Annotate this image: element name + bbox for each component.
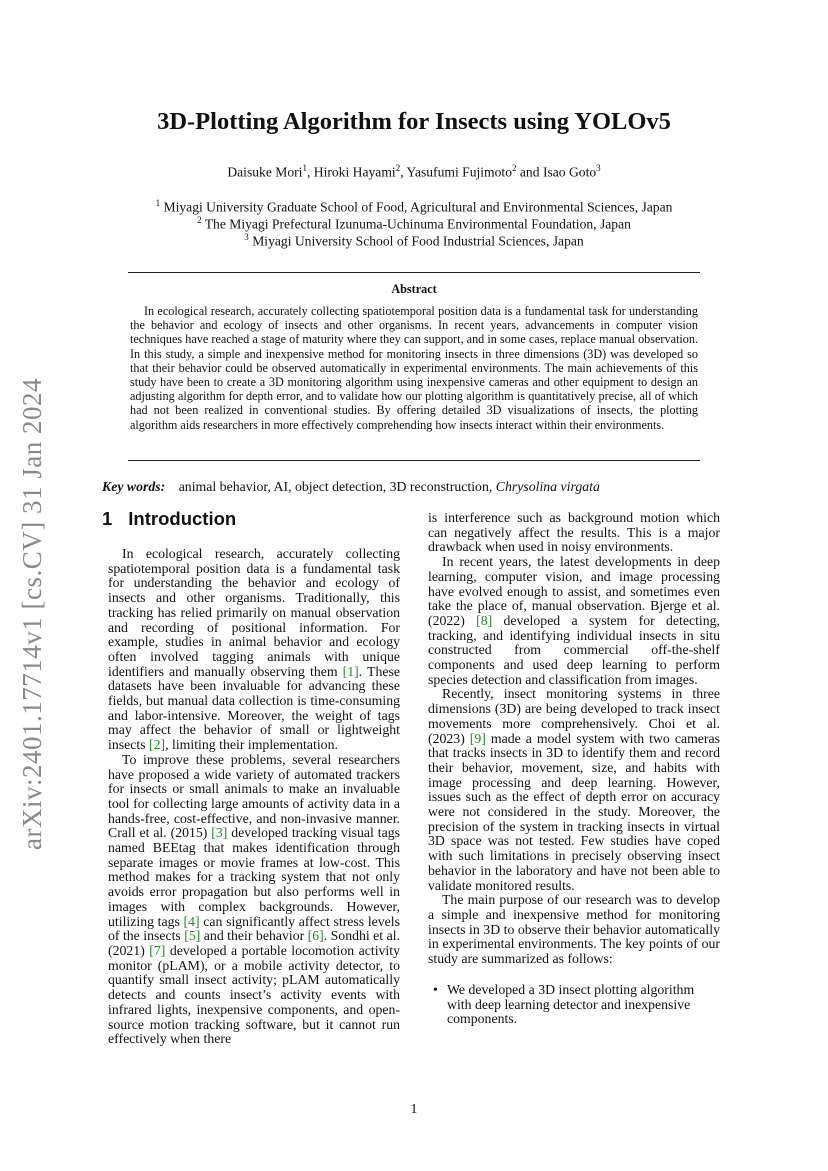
arxiv-identifier-stamp: arXiv:2401.17714v1 [cs.CV] 31 Jan 2024 [17,378,47,850]
author-name: Daisuke Mori [227,164,303,180]
affiliation-marker: 3 [596,163,601,173]
citation-link[interactable]: [1] [342,663,359,679]
affiliation-3 [0,232,828,250]
affiliation-text: The Miyagi Prefectural Izunuma-Uchinuma Environmental Foundation, Japan [204,216,631,232]
affiliation-number: 3 [244,232,249,242]
author-name: Yasufumi Fujimoto [406,164,512,180]
citation-link[interactable]: [8] [476,612,493,628]
keywords-label: Key words: [102,479,166,494]
affiliation-text: Miyagi University School of Food Industrial Sciences, Japan [252,233,584,249]
paragraph: In ecological research, accurately collecting spatiotemporal position data is a fundamental task for understanding the behavior and ecology of insects and other organisms. Traditionally, this tracking has relied primarily on manual observation and recording of positional information. For example, studies in animal behavior and ecology often involved tagging animals with unique identifiers and manually observing them [1]. These datasets have been invaluable for advancing these fields, but manual data collection is time-consuming and labor-intensive. Moreover, the weight of tags may affect the behavior of small or lightweight insects [2], limiting their implementation. [108,546,401,753]
paragraph: Recently, insect monitoring systems in three dimensions (3D) are being developed to track insect movements more comprehensively. Choi et al. (2023) [9] made a model system with two cameras that tracks insects in 3D to identify them and record their behavior, movement, size, and habits with image processing and deep learning. However, issues such as the effect of depth error on accuracy were not considered in the study. Moreover, the precision of the system in tracking insects in virtual 3D space was not tested. Few studies have coped with such limitations in precisely observing insect behavior in the laboratory and have not been able to validate monitored results. [428,686,721,893]
affiliation-text: Miyagi University Graduate School of Food, Agricultural and Environmental Sciences, Japan [163,199,673,215]
right-column [428,511,720,1027]
citation-link[interactable]: [6] [307,928,324,944]
paper-title: 3D-Plotting Algorithm for Insects using YOLOv5 [157,108,671,135]
paragraph: To improve these problems, several researchers have proposed a wide variety of automated trackers for insects or small animals to make an invaluable tool for collecting large amounts of activity data in a hands-free, cost-effective, and non-invasive manner. Crall et al. (2015) [3] developed tracking visual tags named BEEtag that makes identification through separate images or movie frames at low-cost. This method makes for a tracking system that not only avoids error propagation but also performs well in images with complex backgrounds. However, utilizing tags [4] can significantly affect stress levels of the insects [5] and their behavior [6]. Sondhi et al. (2021) [7] developed a portable locomotion activity monitor (pLAM), or a mobile activity detector, to quantify small insect activity; pLAM automatically detects and counts insect’s activity events with infrared lights, inexpensive components, and open-source motion tracking software, but it cannot run effectively when there [108,751,400,1047]
left-column [108,547,400,1047]
citation-link[interactable]: [4] [183,913,200,929]
page-number: 1 [410,1101,418,1116]
author-name: Isao Goto [542,164,597,180]
author-list: Daisuke Mori$^1$, Hiroki Hayami$^2$, Yasufumi Fujimoto$^2$ and Isao Goto$^3$ [227,163,601,180]
affiliation-2 [0,215,828,233]
contribution-list [428,983,720,1027]
paragraph: The main purpose of our research was to develop a simple and inexpensive method for monitoring insects in 3D to observe their behavior automatically in experimental environments. The key points of our study are summarized as follows: [428,892,720,967]
section-title: Introduction [128,508,237,529]
abstract-body: In ecological research, accurately collecting spatiotemporal position data is a fundamental task for understanding the behavior and ecology of insects and other organisms. In recent years, advancements in computer vision techniques have reached a stage of maturity where they can support, and in some cases, replace manual observation. In this study, a simple and inexpensive method for monitoring insects in three dimensions (3D) was developed so that their behavior could be observed automatically in experimental environments. The main achievements of this study have been to create a 3D monitoring algorithm using inexpensive cameras and other equipment to design an adjusting algorithm for depth error, and to validate how our plotting algorithm is quantitatively precise, all of which had not been realized in conventional studies. By offering detailed 3D visualizations of insects, the plotting algorithm aids researchers in more effectively comprehending how insects interact within their environments. [130,304,698,432]
abstract-top-rule [128,272,700,273]
citation-link[interactable]: [3] [211,825,228,841]
author-name: Hiroki Hayami [313,164,396,180]
list-item: • We developed a 3D insect plotting algorithm with deep learning detector and inexpensive components. [447,983,720,1027]
citation-link[interactable]: [7] [149,942,166,958]
section-heading-introduction [102,508,236,530]
affiliation-1 [0,198,828,216]
citation-link[interactable]: [9] [469,730,486,746]
affiliation-number: 1 [155,198,161,208]
paragraph: is interference such as background motion which can negatively affect the results. This is a major drawback when used in noisy environments. [428,510,720,555]
affiliation-marker: 1 [302,163,307,173]
paragraph: In recent years, the latest developments in deep learning, computer vision, and image processing have evolved enough to assist, and sometimes even take the place of, manual observation. Bjerge et al. (2022) [8] developed a system for detecting, tracking, and identifying individual insects in situ constructed from commercial off-the-shelf components and used deep learning to perform species detection and classification from images. [428,554,721,687]
keywords-line [102,479,600,495]
section-number: 1 [102,508,113,529]
citation-link[interactable]: [2] [149,737,166,753]
abstract-heading: Abstract [391,282,437,296]
affiliation-marker: 2 [395,163,401,173]
keywords-species: Chrysolina virgata [495,479,600,494]
abstract-bottom-rule [128,460,700,461]
citation-link[interactable]: [5] [184,928,201,944]
affiliation-number: 2 [197,215,202,225]
affiliation-marker: 2 [512,163,517,173]
keywords-text: animal behavior, AI, object detection, 3D reconstruction, [178,479,493,494]
